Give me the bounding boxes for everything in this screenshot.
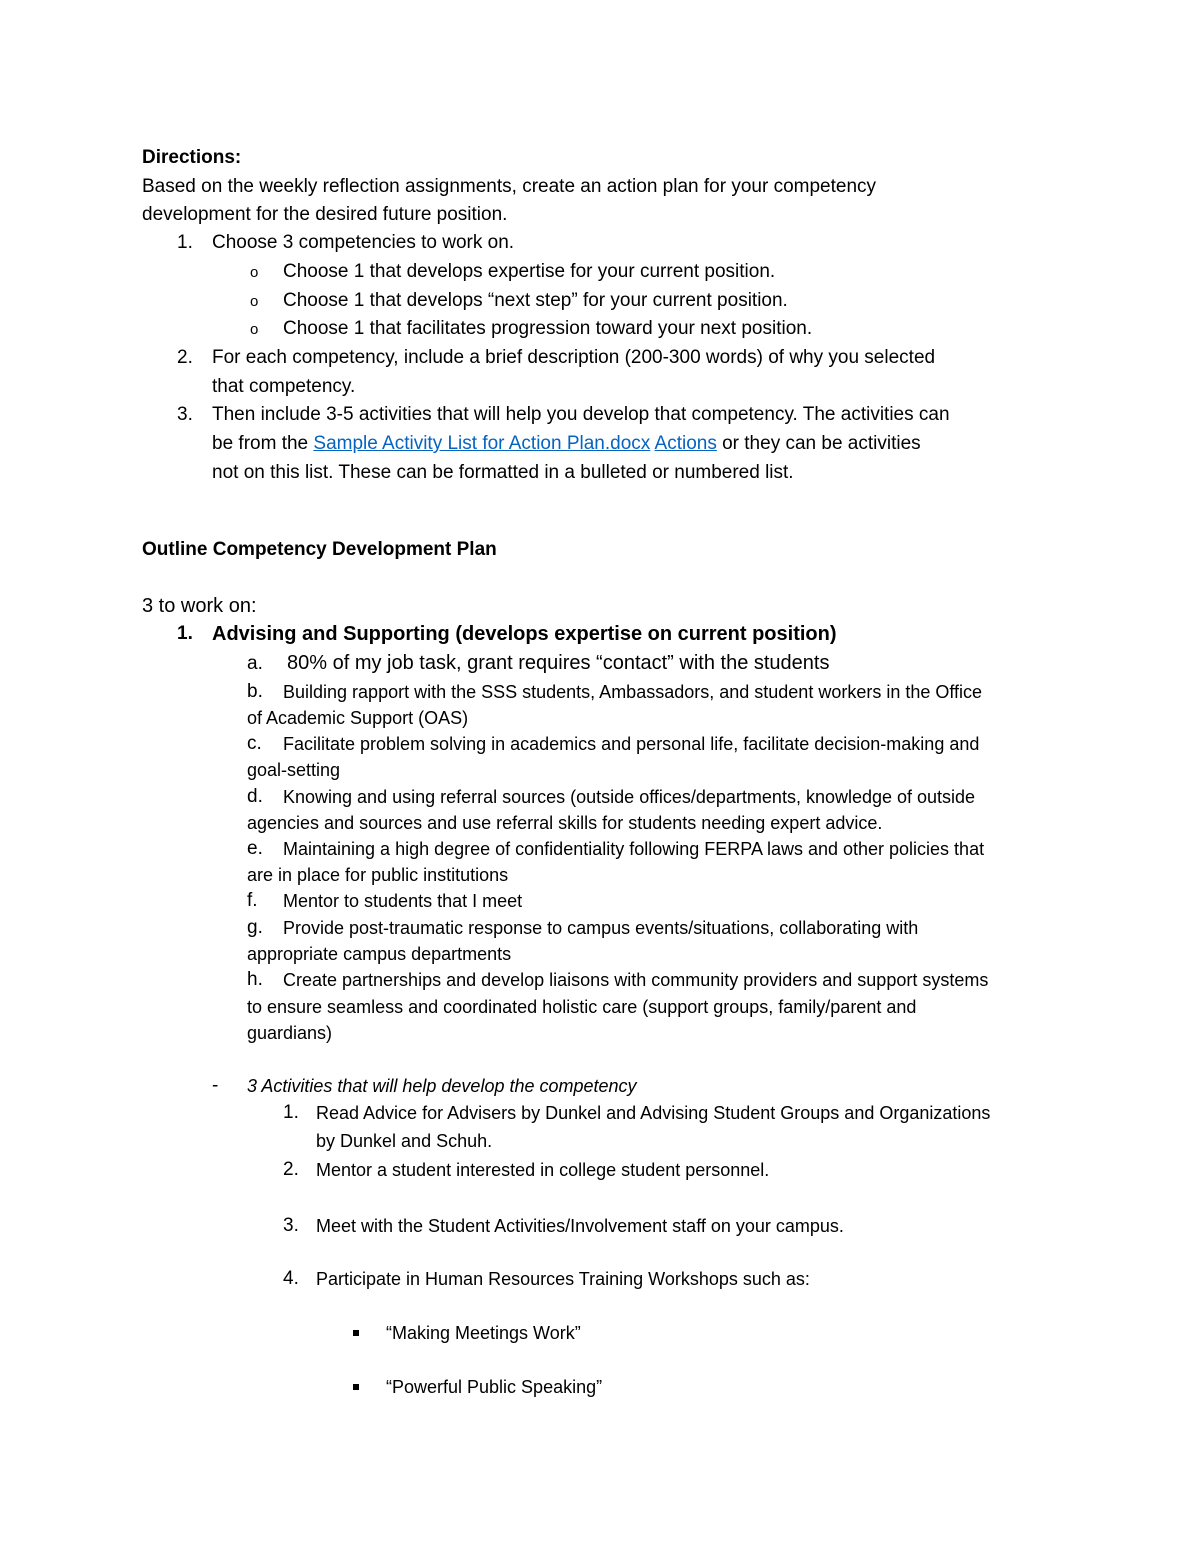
step-3-line1: Then include 3-5 activities that will help you develop that competency. The activities can bbox=[212, 404, 950, 425]
point-f-line1: Mentor to students that I meet bbox=[283, 891, 523, 911]
point-b-line2: of Academic Support (OAS) bbox=[247, 708, 469, 728]
point-a-letter: a. bbox=[247, 653, 263, 674]
square-bullet-icon bbox=[353, 1330, 359, 1336]
point-g-line1: Provide post-traumatic response to campus events/situations, collaborating with bbox=[283, 918, 919, 938]
activity-2-line1: Mentor a student interested in college student personnel. bbox=[316, 1160, 770, 1180]
point-g-letter: g. bbox=[247, 917, 263, 938]
point-g-line2: appropriate campus departments bbox=[247, 944, 512, 964]
directions-intro-line2: development for the desired future position. bbox=[142, 204, 508, 225]
workshop-1: “Making Meetings Work” bbox=[386, 1323, 581, 1343]
point-e-letter: e. bbox=[247, 838, 263, 859]
point-d-letter: d. bbox=[247, 786, 263, 807]
activity-2-number: 2. bbox=[283, 1159, 299, 1180]
point-b-line1: Building rapport with the SSS students, Ambassadors, and student workers in the Office bbox=[283, 682, 983, 702]
square-bullet-icon bbox=[353, 1384, 359, 1390]
sub-bullet-3: Choose 1 that facilitates progression toward your next position. bbox=[283, 318, 813, 339]
sub-bullet-2: Choose 1 that develops “next step” for your current position. bbox=[283, 290, 788, 311]
point-e-line1: Maintaining a high degree of confidentiality following FERPA laws and other policies that bbox=[283, 839, 985, 859]
outline-subheading: 3 to work on: bbox=[142, 595, 257, 617]
activity-1-number: 1. bbox=[283, 1102, 299, 1123]
point-d-line1: Knowing and using referral sources (outside offices/departments, knowledge of outside bbox=[283, 787, 976, 807]
point-f-letter: f. bbox=[247, 890, 258, 911]
step-2-line2: that competency. bbox=[212, 376, 356, 397]
activity-3-number: 3. bbox=[283, 1215, 299, 1236]
point-c-line2: goal-setting bbox=[247, 760, 341, 780]
step-3-line3: not on this list. These can be formatted in a bulleted or numbered list. bbox=[212, 462, 794, 483]
step-3-line2 bbox=[212, 432, 921, 456]
competency-number: 1. bbox=[177, 623, 193, 644]
directions-intro-line1: Based on the weekly reflection assignments, create an action plan for your competency bbox=[142, 176, 877, 197]
point-h-line1: Create partnerships and develop liaisons with community providers and support systems bbox=[283, 970, 989, 990]
point-c-letter: c. bbox=[247, 733, 262, 754]
point-h-line2: to ensure seamless and coordinated holistic care (support groups, family/parent and bbox=[247, 997, 917, 1017]
activities-dash: - bbox=[212, 1075, 219, 1096]
point-b-letter: b. bbox=[247, 681, 263, 702]
workshop-2: “Powerful Public Speaking” bbox=[386, 1377, 603, 1397]
sub-bullet-1: Choose 1 that develops expertise for your current position. bbox=[283, 261, 776, 282]
competency-title: Advising and Supporting (develops expertise on current position) bbox=[212, 623, 837, 645]
point-e-line2: are in place for public institutions bbox=[247, 865, 509, 885]
directions-heading: Directions: bbox=[142, 147, 242, 168]
sub-bullet-marker: o bbox=[250, 293, 259, 310]
sample-activity-list-link[interactable]: Sample Activity List for Action Plan.docx bbox=[313, 433, 651, 454]
step-1-text: Choose 3 competencies to work on. bbox=[212, 232, 515, 253]
outline-title: Outline Competency Development Plan bbox=[142, 539, 497, 560]
point-h-line3: guardians) bbox=[247, 1023, 333, 1043]
activity-1-line2: by Dunkel and Schuh. bbox=[316, 1131, 493, 1151]
point-d-line2: agencies and sources and use referral skills for students needing expert advice. bbox=[247, 813, 883, 833]
activity-4-line1: Participate in Human Resources Training Workshops such as: bbox=[316, 1269, 810, 1289]
sub-bullet-marker: o bbox=[250, 264, 259, 281]
actions-link[interactable]: Actions bbox=[654, 433, 717, 454]
step-3-prefix: be from the bbox=[212, 433, 314, 454]
step-2-line1: For each competency, include a brief description (200-300 words) of why you selected bbox=[212, 347, 936, 368]
activities-heading: 3 Activities that will help develop the competency bbox=[247, 1076, 637, 1096]
step-2-number: 2. bbox=[177, 347, 193, 368]
step-3-suffix: or they can be activities bbox=[716, 433, 921, 454]
point-h-letter: h. bbox=[247, 969, 263, 990]
sub-bullet-marker: o bbox=[250, 321, 259, 338]
activity-3-line1: Meet with the Student Activities/Involvement staff on your campus. bbox=[316, 1216, 844, 1236]
step-3-number: 3. bbox=[177, 404, 193, 425]
point-c-line1: Facilitate problem solving in academics and personal life, facilitate decision-making and bbox=[283, 734, 980, 754]
activity-4-number: 4. bbox=[283, 1268, 299, 1289]
activity-1-line1: Read Advice for Advisers by Dunkel and Advising Student Groups and Organizations bbox=[316, 1103, 991, 1123]
step-1-number: 1. bbox=[177, 232, 193, 253]
point-a-text: 80% of my job task, grant requires “contact” with the students bbox=[287, 652, 830, 674]
